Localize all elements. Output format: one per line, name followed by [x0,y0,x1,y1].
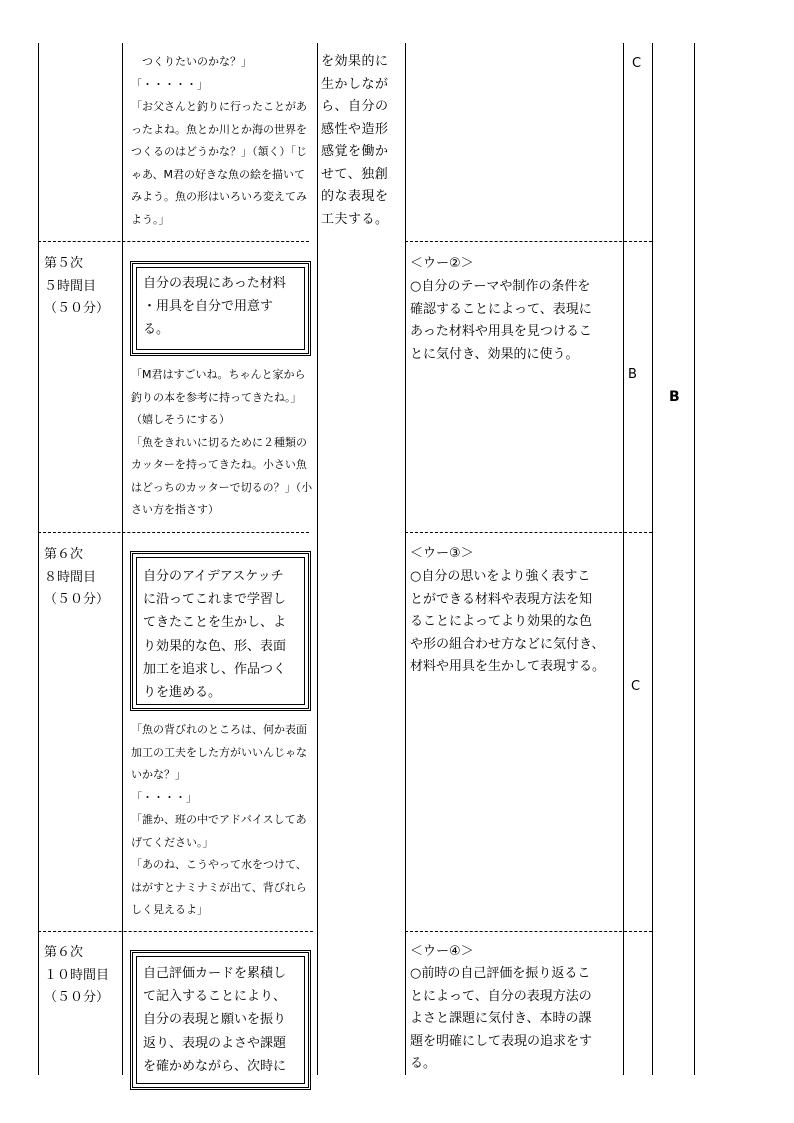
column-rule-7 [694,43,695,1075]
column-rule-1 [38,43,39,1075]
continued-dialogue: つくりたいのかな？」 「・・・・・」 「お父さんと釣りに行ったことがあったよね。魚とか川とか海の世界をつくるのはどうかな？」（頷く）「じゃあ、M君の好きな魚の絵を描いてみよう。魚の形はいろいろ変えてみよう。」 [131,55,307,226]
row-grade-2: C [631,679,641,694]
session-label-1: 第５次 ５時間目 （５０分） [44,256,110,316]
eval-text-3: ○前時の自己評価を振り返るこ とによって、自分の表現方法の よさと課題に気付き、本時の課 題を明確にして表現の追求をす る。 [410,966,593,1071]
row-separator [38,931,313,932]
activity-text-2: 自分のアイデアスケッチ に沿ってこれまで学習し てきたことを生かし、よ り効果的な色、形、表面 加工を追求し、作品つく りを進める。 [143,569,287,701]
eval-text-1: ○自分のテーマや制作の条件を 確認することによって、表現に あった材料や用具を見つけるこ とに気付き、効果的に使う。 [410,279,592,362]
row-separator [38,241,309,242]
eval-text-2: ○自分の思いをより強く表すこ とができる材料や表現方法を知 ることによってより効果的な色 や形の組合わせ方などに気付き、 材料や用具を生かして表現する。 [410,569,606,674]
activity-text-1: 自分の表現にあった材料 ・用具を自分で用意す る。 [143,276,286,338]
activity-text-3: 自己評価カードを累積し て記入することにより、 自分の表現と願いを振り 返り、表現のよさや課題 を確かめながら、次時に [143,966,287,1074]
column-rule-4 [405,43,406,1075]
dialogue-1: 「M君はすごいね。ちゃんと家から釣りの本を参考に持ってきたね。」（嬉しそうにする） 「魚をきれいに切るために２種類のカッターを持ってきたね。小さい魚はどっちのカッターで切るの？」（小さい方を指さす） [131,368,313,516]
session-label-3: 第６次 １０時間目 （５０分） [44,945,110,1005]
row-separator [405,241,652,242]
row-separator [405,931,652,932]
column-rule-6 [652,43,653,1075]
column-rule-2 [122,43,123,1075]
dialogue-2: 「魚の背びれのところは、何か表面加工の工夫をした方がいいんじゃないかな？」 「・・・・」 「誰か、班の中でアドバイスしてあげてください。」 「あのね、こうやって水をつけて、はがすとナミナミが出て、背びれらしく見えるよ」 [131,723,307,916]
eval-code-2: ＜ウー③＞ [410,546,474,561]
column-rule-5 [623,43,624,1075]
eval-code-1: ＜ウー②＞ [410,256,474,271]
continued-aim: を効果的に 生かしなが ら、自分の 感性や造形 感覚を働か せて、独創 的な表現を 工夫する。 [321,54,389,227]
row-separator [38,532,309,533]
continued-grade: C [632,56,642,71]
overall-grade: B [669,389,680,405]
eval-code-3: ＜ウー④＞ [410,944,474,959]
row-grade-1: B [628,367,637,382]
row-separator [405,532,652,533]
column-rule-3 [317,43,318,1075]
session-label-2: 第６次 ８時間目 （５０分） [44,547,110,607]
